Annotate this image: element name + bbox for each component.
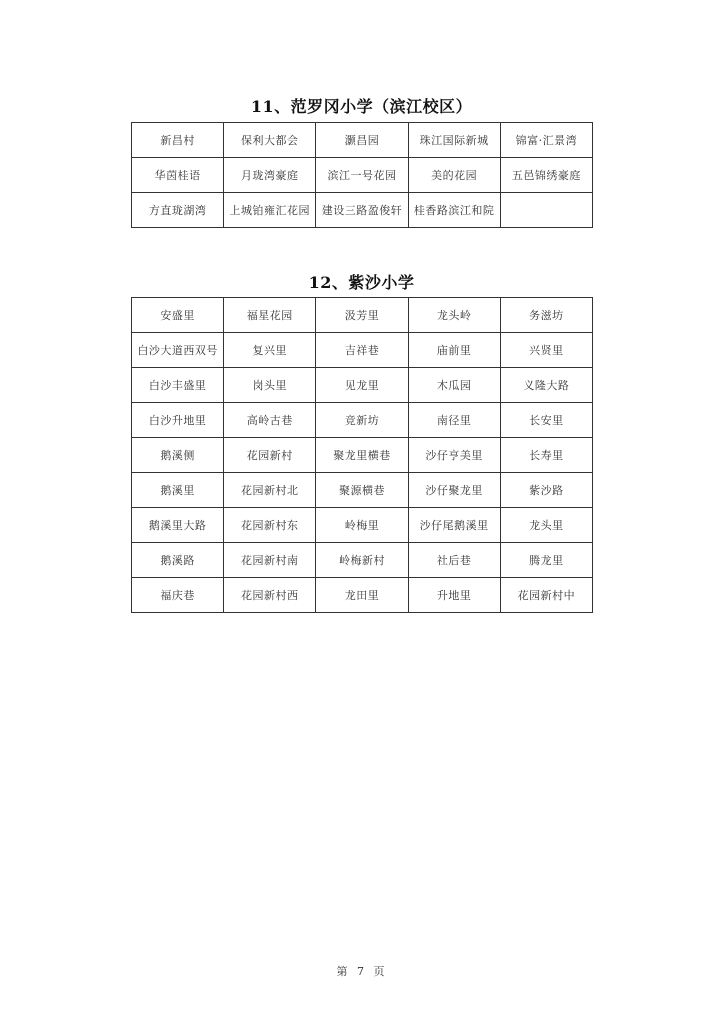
table-cell: 高岭古巷 bbox=[224, 403, 316, 438]
table-cell: 岭梅里 bbox=[316, 508, 408, 543]
table-cell: 沙仔尾鹅溪里 bbox=[408, 508, 500, 543]
table-cell: 方直珑湖湾 bbox=[132, 193, 224, 228]
table-row bbox=[132, 123, 593, 158]
table-cell: 华茵桂语 bbox=[132, 158, 224, 193]
table-cell: 复兴里 bbox=[224, 333, 316, 368]
table-row bbox=[132, 473, 593, 508]
table-cell: 龙田里 bbox=[316, 578, 408, 613]
table-cell: 龙头里 bbox=[500, 508, 592, 543]
table-cell: 岗头里 bbox=[224, 368, 316, 403]
table-cell: 鹅溪里大路 bbox=[132, 508, 224, 543]
table-row bbox=[132, 403, 593, 438]
table-cell: 新昌村 bbox=[132, 123, 224, 158]
table-cell: 升地里 bbox=[408, 578, 500, 613]
table-cell: 竞新坊 bbox=[316, 403, 408, 438]
table-cell: 桂香路滨江和院 bbox=[408, 193, 500, 228]
table-cell: 见龙里 bbox=[316, 368, 408, 403]
table-cell: 沙仔亨美里 bbox=[408, 438, 500, 473]
table-body bbox=[132, 298, 593, 613]
table-body bbox=[132, 123, 593, 228]
table-cell: 花园新村东 bbox=[224, 508, 316, 543]
table-cell: 灏昌园 bbox=[316, 123, 408, 158]
table-cell: 务滋坊 bbox=[500, 298, 592, 333]
table-cell: 庙前里 bbox=[408, 333, 500, 368]
table-cell: 上城铂雍汇花园 bbox=[224, 193, 316, 228]
table-cell: 花园新村西 bbox=[224, 578, 316, 613]
table-cell: 五邑锦绣豪庭 bbox=[500, 158, 592, 193]
table-cell: 花园新村南 bbox=[224, 543, 316, 578]
table-row bbox=[132, 158, 593, 193]
table-cell bbox=[500, 193, 592, 228]
table-cell: 紫沙路 bbox=[500, 473, 592, 508]
table-cell: 聚龙里横巷 bbox=[316, 438, 408, 473]
table-cell: 花园新村北 bbox=[224, 473, 316, 508]
table-row bbox=[132, 438, 593, 473]
table-cell: 兴贤里 bbox=[500, 333, 592, 368]
table-cell: 白沙升地里 bbox=[132, 403, 224, 438]
table-cell: 锦富·汇景湾 bbox=[500, 123, 592, 158]
table-row bbox=[132, 508, 593, 543]
table-cell: 美的花园 bbox=[408, 158, 500, 193]
table-cell: 义隆大路 bbox=[500, 368, 592, 403]
table-cell: 龙头岭 bbox=[408, 298, 500, 333]
table-row bbox=[132, 368, 593, 403]
table-cell: 鹅溪里 bbox=[132, 473, 224, 508]
table-cell: 腾龙里 bbox=[500, 543, 592, 578]
table-cell: 木瓜园 bbox=[408, 368, 500, 403]
table-cell: 鹅溪路 bbox=[132, 543, 224, 578]
table-cell: 聚源横巷 bbox=[316, 473, 408, 508]
table-row bbox=[132, 333, 593, 368]
table-cell: 汲芳里 bbox=[316, 298, 408, 333]
table-cell: 福星花园 bbox=[224, 298, 316, 333]
table-row bbox=[132, 578, 593, 613]
table-cell: 岭梅新村 bbox=[316, 543, 408, 578]
table-cell: 白沙丰盛里 bbox=[132, 368, 224, 403]
table-cell: 长安里 bbox=[500, 403, 592, 438]
section-title-fanluogang: 11、范罗冈小学（滨江校区） bbox=[250, 97, 473, 116]
table-cell: 建设三路盈俊轩 bbox=[316, 193, 408, 228]
table-cell: 保利大都会 bbox=[224, 123, 316, 158]
table-cell: 安盛里 bbox=[132, 298, 224, 333]
table-cell: 月珑湾豪庭 bbox=[224, 158, 316, 193]
table-cell: 滨江一号花园 bbox=[316, 158, 408, 193]
table-cell: 白沙大道西双号 bbox=[132, 333, 224, 368]
table-fanluogang-residential-areas bbox=[131, 122, 593, 228]
table-cell: 花园新村 bbox=[224, 438, 316, 473]
table-cell: 南径里 bbox=[408, 403, 500, 438]
table-cell: 珠江国际新城 bbox=[408, 123, 500, 158]
table-cell: 鹅溪侧 bbox=[132, 438, 224, 473]
table-row bbox=[132, 193, 593, 228]
table-cell: 沙仔聚龙里 bbox=[408, 473, 500, 508]
table-zisha-residential-areas bbox=[131, 297, 593, 613]
table-cell: 花园新村中 bbox=[500, 578, 592, 613]
table-row bbox=[132, 543, 593, 578]
table-row bbox=[132, 298, 593, 333]
table-cell: 长寿里 bbox=[500, 438, 592, 473]
table-cell: 吉祥巷 bbox=[316, 333, 408, 368]
table-cell: 福庆巷 bbox=[132, 578, 224, 613]
table-cell: 社后巷 bbox=[408, 543, 500, 578]
page-number: 第 7 页 bbox=[336, 965, 388, 978]
section-title-zisha: 12、紫沙小学 bbox=[308, 273, 415, 292]
